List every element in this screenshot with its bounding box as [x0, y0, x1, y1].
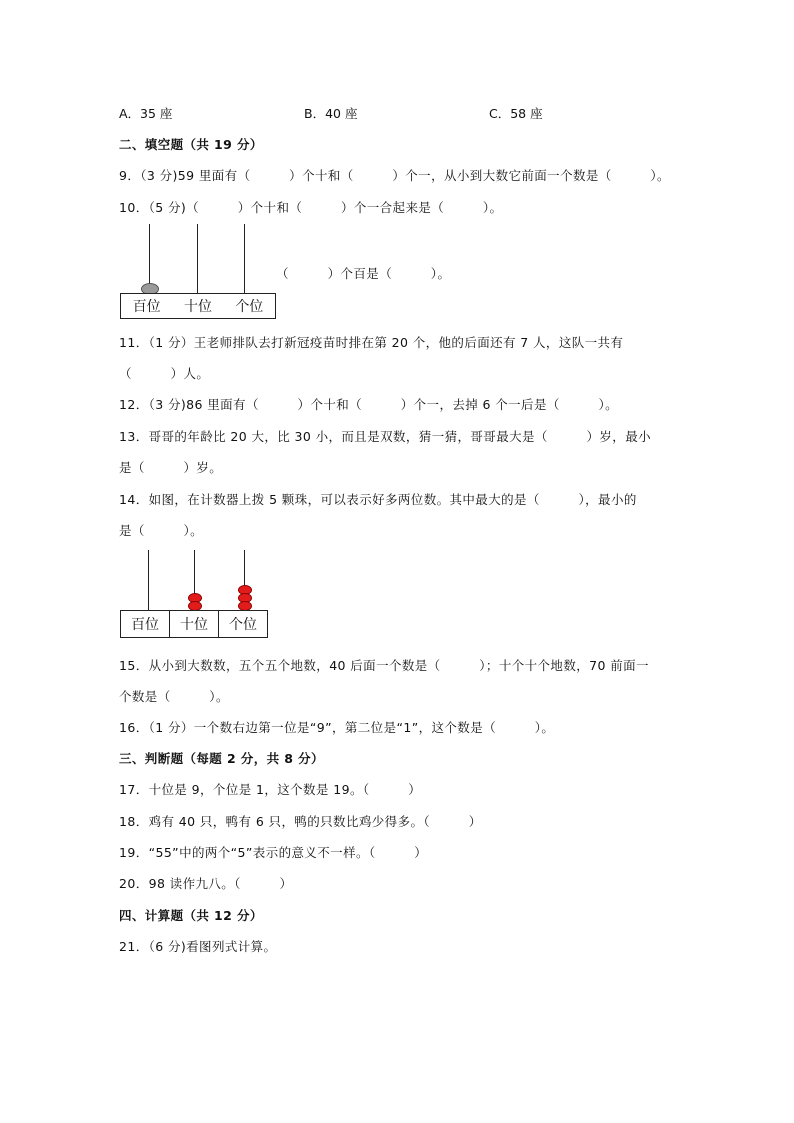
question-13-line1: 13．哥哥的年龄比 20 大，比 30 小，而且是双数，猜一猜，哥哥最大是（ ）岁，最小: [119, 429, 652, 444]
section-calculation-title: 四、计算题（共 12 分）: [119, 908, 263, 923]
place-value-labels: [120, 293, 276, 319]
abacus-rod-hundreds: [149, 224, 150, 289]
question-13-line2: 是（ ）岁。: [119, 460, 223, 475]
question-11-line2: （ ）人。: [119, 366, 210, 381]
question-12: 12．（3 分)86 里面有（ ）个十和（ ）个一，去掉 6 个一后是（ ）。: [119, 397, 618, 412]
question-18: 18．鸡有 40 只，鸭有 6 只，鸭的只数比鸡少得多。（ ）: [119, 814, 482, 829]
option-b: B．40 座: [304, 106, 358, 121]
question-10-hundreds: （ ）个百是（ ）。: [276, 266, 451, 281]
question-14-line2: 是（ ）。: [119, 523, 204, 538]
abacus-rod-hundreds: [148, 550, 149, 610]
label-ones: 个位: [218, 611, 267, 637]
place-value-labels: [120, 610, 268, 638]
option-a: A．35 座: [119, 106, 173, 121]
question-20: 20．98 读作九八。（ ）: [119, 876, 293, 891]
label-ones: 个位: [235, 299, 264, 315]
question-19: 19．“55”中的两个“5”表示的意义不一样。（ ）: [119, 845, 428, 860]
question-15-line1: 15．从小到大数数，五个五个地数，40 后面一个数是（ ）；十个十个地数，70 前面一: [119, 658, 649, 673]
option-c: C．58 座: [489, 106, 543, 121]
question-15-line2: 个数是（ ）。: [119, 689, 229, 704]
question-9: 9．（3 分)59 里面有（ ）个十和（ ）个一，从小到大数它前面一个数是（ ）。: [119, 168, 670, 183]
section-fill-in-title: 二、填空题（共 19 分）: [119, 137, 263, 152]
label-hundreds: 百位: [131, 617, 159, 633]
abacus-rod-ones: [244, 224, 245, 295]
question-16: 16．（1 分）一个数右边第一位是“9”，第二位是“1”，这个数是（ ）。: [119, 720, 555, 735]
abacus-q10: [120, 222, 276, 322]
abacus-q14: [120, 548, 270, 640]
question-10: 10．（5 分)（ ）个十和（ ）个一合起来是（ ）。: [119, 200, 503, 215]
label-tens: 十位: [169, 611, 218, 637]
section-judgment-title: 三、判断题（每题 2 分，共 8 分）: [119, 751, 324, 766]
label-hundreds: 百位: [132, 299, 161, 315]
label-tens: 十位: [183, 299, 212, 315]
abacus-rod-tens: [197, 224, 198, 295]
question-21: 21．（6 分)看图列式计算。: [119, 939, 277, 954]
question-17: 17．十位是 9，个位是 1，这个数是 19。（ ）: [119, 782, 422, 797]
question-14-line1: 14．如图，在计数器上拨 5 颗珠，可以表示好多两位数。其中最大的是（ ），最小的: [119, 492, 637, 507]
question-11-line1: 11．（1 分）王老师排队去打新冠疫苗时排在第 20 个，他的后面还有 7 人，这队一共有: [119, 335, 624, 350]
